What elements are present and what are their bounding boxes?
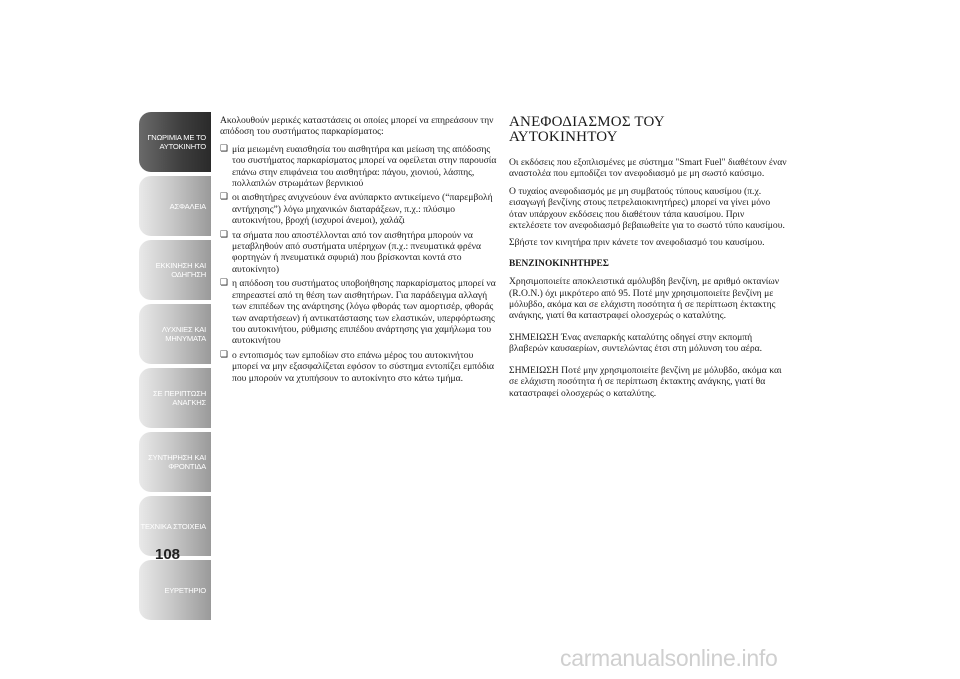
left-column: [220, 115, 500, 387]
section-title: [509, 115, 789, 145]
section-title-line: ΑΥΤΟΚΙΝΗΤΟΥ: [509, 129, 618, 145]
tab-label: ΓΝΩΡΙΜΙΑ ΜΕ ΤΟ ΑΥΤΟΚΙΝΗΤΟ: [147, 133, 206, 151]
watermark: carmanualsonline.info: [560, 645, 778, 671]
list-item: ❏ η απόδοση του συστήματος υποβοήθησης παρκαρίσματος μπορεί να επηρεαστεί από τη θέση των αισθητήρων. Για παράδειγμα αλλαγή των επιπέδων της ανάρτησης (λόγω φθοράς των αμορτισέρ, φθοράς των αναρτήσεων) ή αντικατάστασης των ελαστικών, υπερφόρτωσης του αυτοκινήτου, ρύθμισης επιπέδου ανάρτησης για χαμήλωμα του αυτοκινήτου: [220, 278, 500, 346]
tab-maintenance[interactable]: [139, 432, 211, 492]
list-item: ❏ ο εντοπισμός των εμποδίων στο επάνω μέρος του αυτοκινήτου μπορεί να μην εξασφαλίζεται εφόσον το σύστημα εντοπίζει εμπόδια που μπορούν να χτυπήσουν το αυτοκίνητο στο κάτω τμήμα.: [220, 350, 500, 384]
tab-safety[interactable]: [139, 176, 211, 236]
list-item: ❏ οι αισθητήρες ανιχνεύουν ένα ανύπαρκτο αντικείμενο (“παρεμβολή αντήχησης”) λόγω μηχανικών διαταράξεων, π.χ.: πλύσιμο αυτοκινήτου, βροχή (ισχυροί άνεμοι), χαλάζι: [220, 192, 500, 226]
tab-label: ΤΕΧΝΙΚΑ ΣΤΟΙΧΕΙΑ: [140, 521, 206, 531]
list-item: ❏ μία μειωμένη ευαισθησία του αισθητήρα και μείωση της απόδοσης του συστήματος παρκαρίσματος μπορεί να οφείλεται στην παρουσία επάνω στην επιφάνεια του αισθητήρα: πάγου, χιονιού, λάσπης, πολλαπλών στρωμάτων βερνικιού: [220, 144, 500, 190]
tab-starting-driving[interactable]: [139, 240, 211, 300]
tab-label: ΣΕ ΠΕΡΙΠΤΩΣΗ ΑΝΑΓΚΗΣ: [152, 389, 206, 407]
section-title-line: ΑΝΕΦΟΔΙΑΣΜΟΣ ΤΟΥ: [509, 114, 665, 130]
subsection-title: ΒΕΝΖΙΝΟΚΙΝΗΤΗΡΕΣ: [509, 258, 609, 269]
paragraph: Οι εκδόσεις που εξοπλισμένες με σύστημα "Smart Fuel" διαθέτουν έναν αναστολέα που εμποδίζει τον ανεφοδιασμό με μη σωστό καύσιμο.: [509, 157, 787, 180]
tab-label: ΣΥΝΤΗΡΗΣΗ ΚΑΙ ΦΡΟΝΤΙΔΑ: [148, 453, 206, 471]
tab-lights-messages[interactable]: [139, 304, 211, 364]
paragraph: Ο τυχαίος ανεφοδιασμός με μη συμβατούς τύπους καυσίμου (π.χ. εισαγωγή βενζίνης στους πετρελαιοκινητήρες) μπορεί να γίνει μόνο όταν υπάρχουν εκδόσεις που διαθέτουν τάπα καυσίμου. Πριν εκτελέσετε τον ανεφοδιασμό βεβαιωθείτε για το σωστό τύπο καυσίμου.: [509, 185, 785, 232]
tab-index[interactable]: [139, 560, 211, 620]
intro-paragraph: Ακολουθούν μερικές καταστάσεις οι οποίες μπορεί να επηρεάσουν την απόδοση του συστήματος παρκαρίσματος:: [220, 115, 494, 138]
note-paragraph: ΣΗΜΕΙΩΣΗ Ένας ανεπαρκής καταλύτης οδηγεί στην εκπομπή βλαβερών καυσαερίων, συντελώντας έτσι στη μόλυνση του αέρα.: [509, 331, 763, 355]
tab-label: ΕΥΡΕΤΗΡΙΟ: [164, 585, 206, 595]
note-paragraph: ΣΗΜΕΙΩΣΗ Ποτέ μην χρησιμοποιείτε βενζίνη με μόλυβδο, ακόμα και σε ελάχιστη ποσότητα ή σε περίπτωση έκτακτης ανάγκης, γιατί θα καταστραφεί ολοσχερώς ο καταλύτης.: [509, 364, 782, 399]
tab-getting-to-know[interactable]: [139, 112, 211, 172]
right-column: [509, 115, 789, 405]
tab-emergency[interactable]: [139, 368, 211, 428]
tab-label: ΕΚΚΙΝΗΣΗ ΚΑΙ ΟΔΗΓΗΣΗ: [155, 261, 206, 279]
paragraph: Χρησιμοποιείτε αποκλειστικά αμόλυβδη βενζίνη, με αριθμό οκτανίων (R.O.N.) όχι μικρότερο από 95. Ποτέ μην χρησιμοποιείτε βενζίνη με μόλυβδο, ακόμα και σε ελάχιστη ποσότητα ή σε περίπτωση έκτακτης ανάγκης, γιατί θα καταστραφεί ολοσχερώς ο καταλύτης.: [509, 276, 780, 322]
list-item: ❏ τα σήματα που αποστέλλονται από τον αισθητήρα μπορούν να μεταβληθούν από συστήματα υπέρηχων (π.χ.: πνευματικά φρένα φορτηγών ή πνευματικά σφυριά) που βρίσκονται κοντά στο αυτοκίνητο): [220, 230, 500, 276]
page-number: 108: [155, 546, 181, 563]
tab-label: ΛΥΧΝΙΕΣ ΚΑΙ ΜΗΝΥΜΑΤΑ: [161, 325, 206, 343]
tab-label: ΑΣΦΑΛΕΙΑ: [169, 201, 206, 211]
paragraph: Σβήστε τον κινητήρα πριν κάνετε τον ανεφοδιασμό του καυσίμου.: [509, 237, 765, 249]
